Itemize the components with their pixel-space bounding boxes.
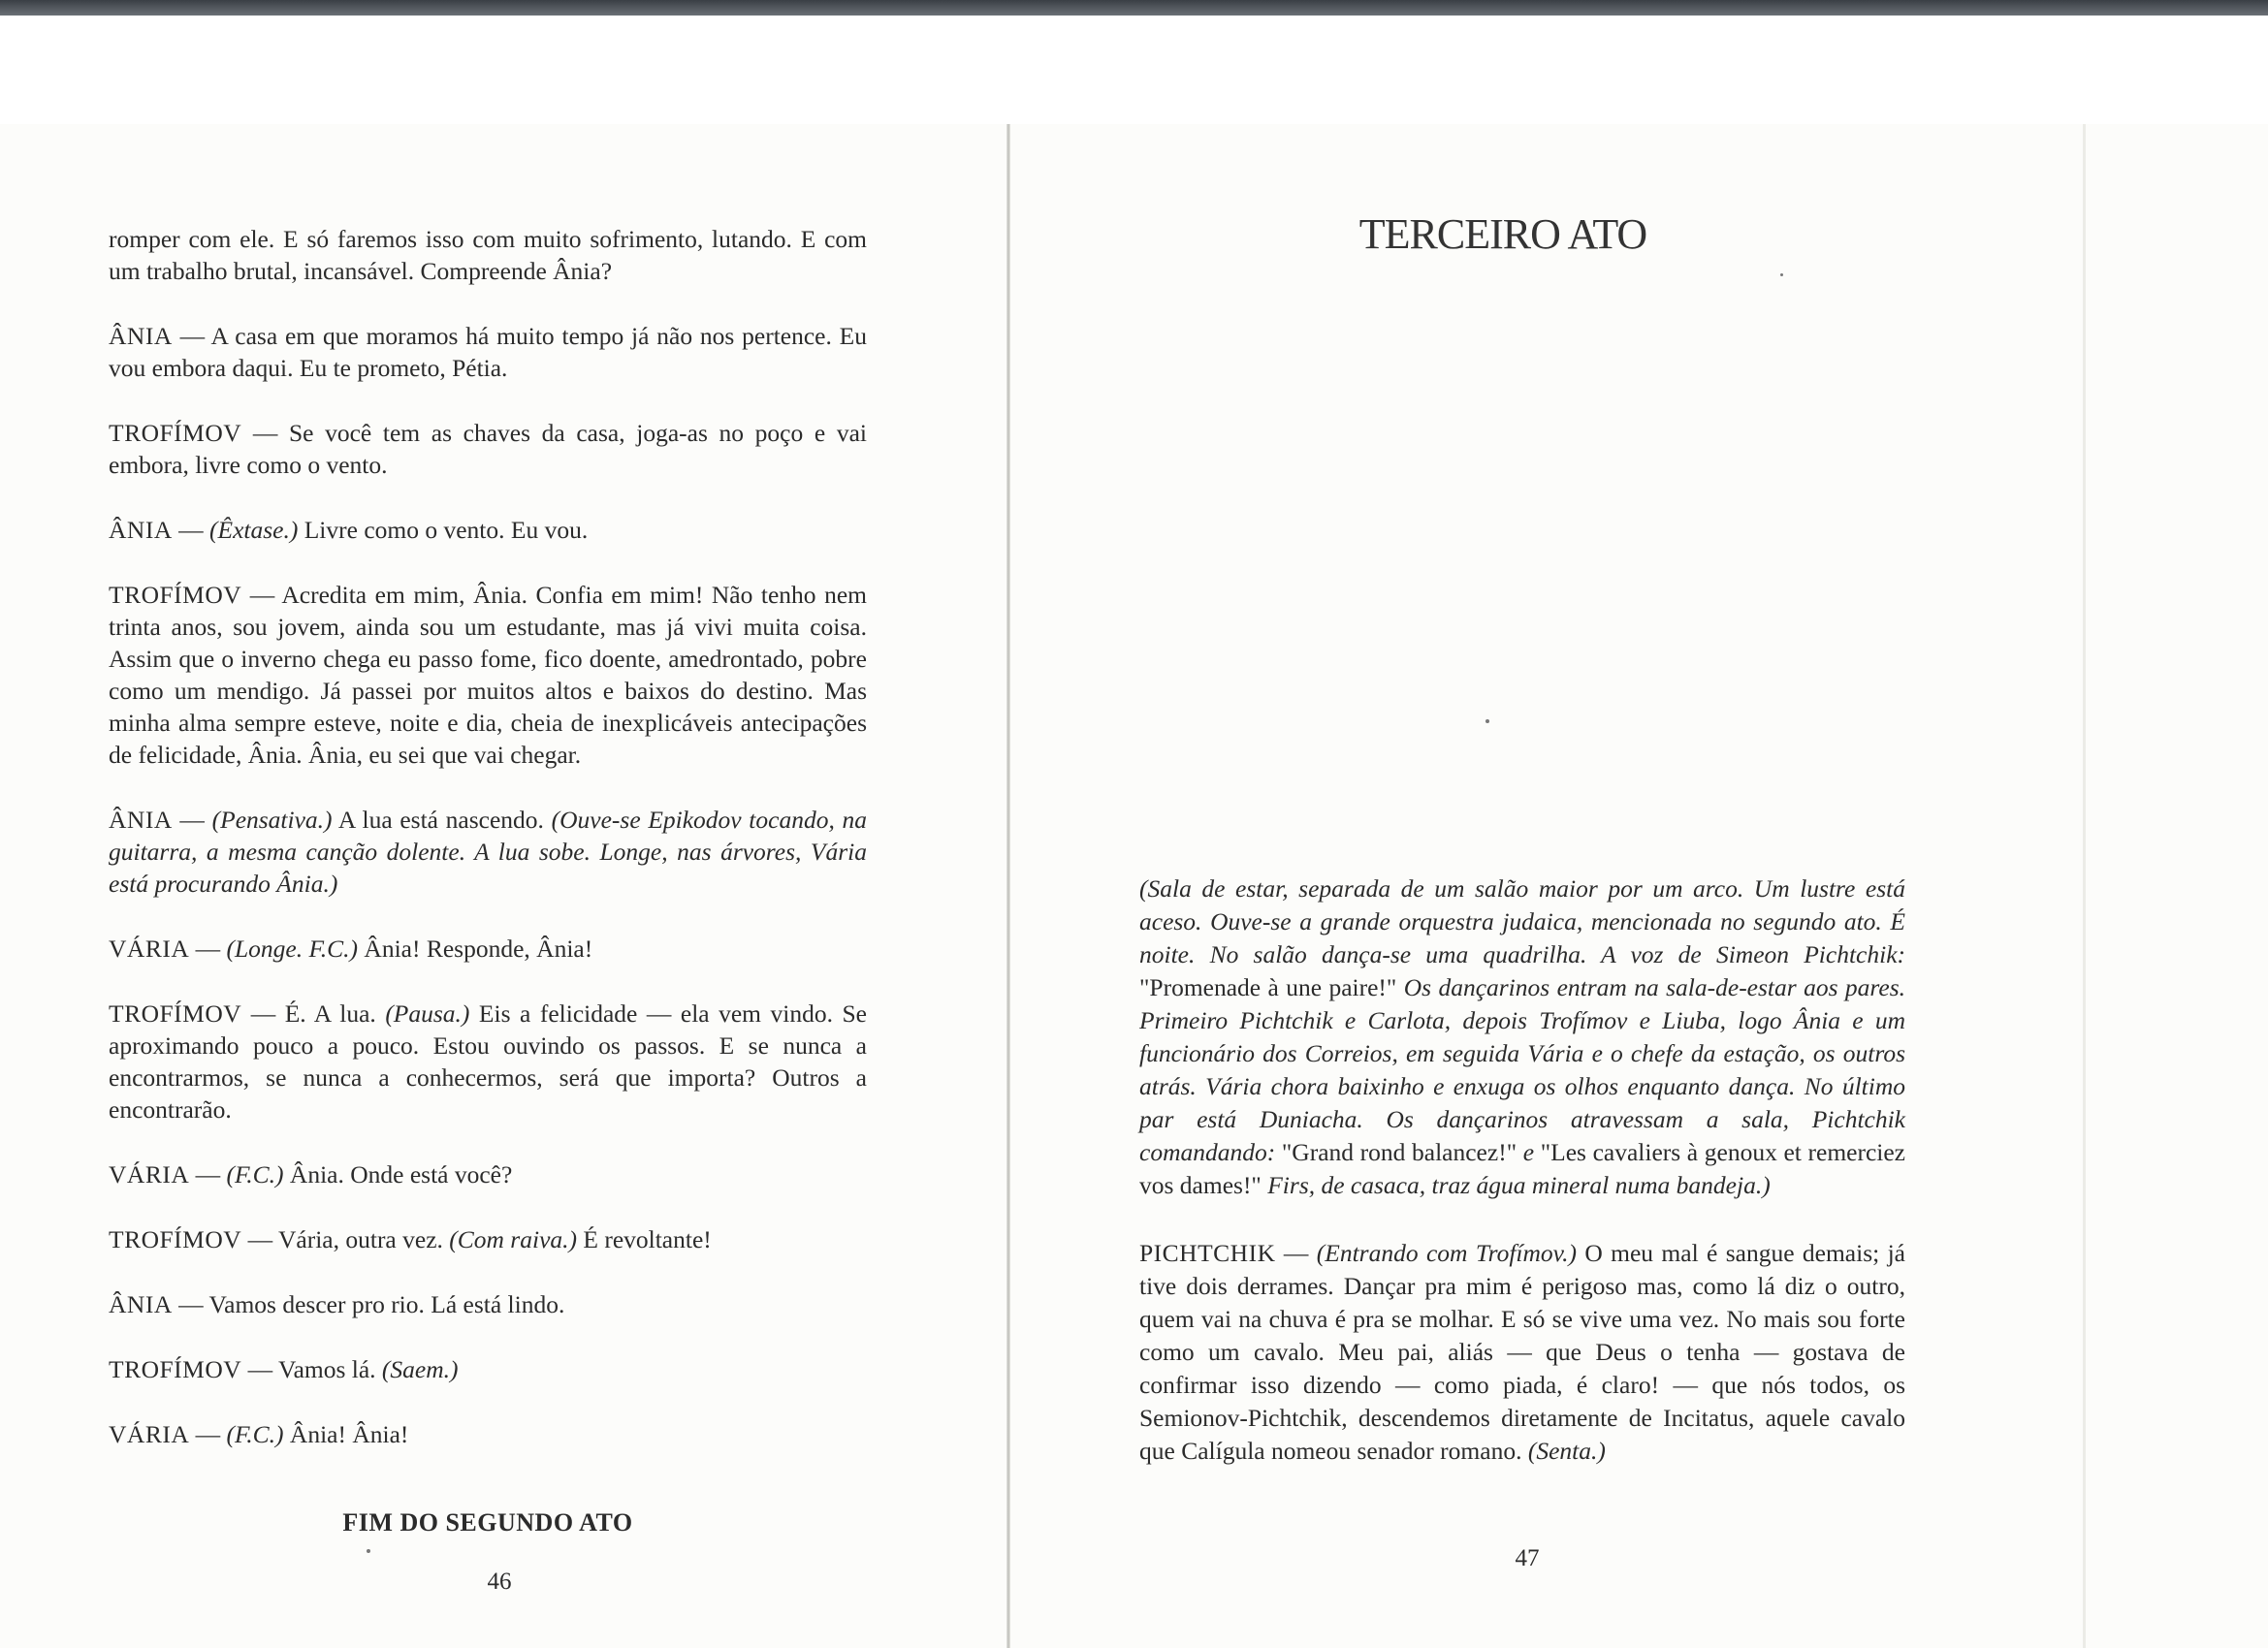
dialogue-text: — [189,935,227,963]
paragraph [109,320,867,384]
scan-margin [0,16,2268,124]
dialogue-text: Livre como o vento. Eu vou. [298,516,589,544]
dialogue-text: É revoltante! [577,1225,712,1253]
speaker-name: ÂNIA [109,322,173,350]
stage-direction: (Êxtase.) [209,516,299,544]
dialogue-text: — Vamos lá. [241,1355,382,1383]
speaker-name: TROFÍMOV [109,999,242,1028]
dialogue-text: — [1275,1239,1317,1267]
book-gutter [1006,124,1010,1648]
speaker-name: PICHTCHIK [1139,1239,1276,1267]
speaker-name: TROFÍMOV [109,581,242,609]
stage-direction: (Sala de estar, separada de um salão maior por um arco. Um lustre está aceso. Ouve-se a grande orquestra judaica, mencionada no segundo ato. É noite. No salão dança-se uma quadrilha. A voz de Simeon Pichtchik: [1139,874,1905,968]
scan-speck [1780,273,1783,276]
end-of-act-title: FIM DO SEGUNDO ATO [342,1508,633,1537]
paragraph [109,1158,867,1190]
stage-direction: (F.C.) [226,1160,284,1188]
paragraph [109,933,867,965]
dialogue-text: — A casa em que moramos há muito tempo já não nos pertence. Eu vou embora daqui. Eu te prometo, Pétia. [109,322,867,382]
stage-direction: Os dançarinos entram na sala-de-estar aos pares. Primeiro Pichtchik e Carlota, depois Trofímov e Liuba, logo Ânia e um funcionário dos Correios, em seguida Vária e o chefe da estação, os outros atrás. Vária chora baixinho e enxuga os olhos enquanto dança. No último par está Duniacha. Os dançarinos atravessam a sala, Pichtchik comandando: [1139,973,1905,1166]
dialogue-text: — Vamos descer pro rio. Lá está lindo. [172,1290,565,1318]
right-page-text [1139,872,1905,1503]
dialogue-text: Ânia! Ânia! [283,1420,409,1448]
speaker-name: ÂNIA [109,806,173,834]
dialogue-text: "Promenade à une paire!" [1139,973,1397,1001]
dialogue-text: — [189,1160,227,1188]
dialogue-text: romper com ele. E só faremos isso com muito sofrimento, lutando. E com um trabalho brutal, incansável. Compreende Ânia? [109,225,867,285]
stage-direction: (Com raiva.) [449,1225,577,1253]
paragraph [109,998,867,1125]
paragraph [109,1223,867,1255]
scan-speck [367,1549,370,1553]
stage-direction: (Pausa.) [385,999,470,1028]
paragraph [1139,872,1905,1202]
dialogue-text: "Les cavaliers à genoux et remerciez vos dames!" [1139,1138,1905,1199]
dialogue-text: — É. A lua. [241,999,386,1028]
stage-direction: (Saem.) [381,1355,459,1383]
stage-direction: (Longe. F.C.) [226,935,359,963]
dialogue-text: A lua está nascendo. [332,806,552,834]
stage-direction: (Entrando com Trofímov.) [1316,1239,1577,1267]
dialogue-text: — [172,516,209,544]
paragraph [109,417,867,481]
paragraph [109,514,867,546]
speaker-name: ÂNIA [109,1290,173,1318]
speaker-name: VÁRIA [109,1160,190,1188]
dialogue-text: — Se você tem as chaves da casa, joga-as no poço e vai embora, livre como o vento. [109,419,867,479]
dialogue-text: O meu mal é sangue demais; já tive dois derrames. Dançar pra mim é perigoso mas, como lá diz o outro, quem vai na chuva é pra se molhar. E só se vive uma vez. No mais sou forte como um cavalo. Meu pai, aliás — que Deus o tenha — gostava de confirmar isso dizendo — como piada, é claro! — que nós todos, os Semionov-Pichtchik, descendemos diretamente de Incitatus, aquele cavalo que Calígula nomeou senador romano. [1139,1239,1905,1465]
speaker-name: VÁRIA [109,935,190,963]
stage-direction: e [1517,1138,1541,1166]
page-edge-line [2083,124,2086,1648]
stage-direction: (Pensativa.) [211,806,333,834]
page-number-right: 47 [1515,1545,1540,1571]
stage-direction: (Senta.) [1527,1437,1606,1465]
act-title: TERCEIRO ATO [1358,210,1647,258]
dialogue-text: — [189,1420,227,1448]
scan-speck [1485,719,1489,723]
paragraph [109,1353,867,1385]
paragraph [109,1288,867,1320]
left-page-text [109,223,867,1483]
speaker-name: ÂNIA [109,516,173,544]
stage-direction: (F.C.) [226,1420,284,1448]
dialogue-text: — Vária, outra vez. [241,1225,450,1253]
scanner-top-edge [0,0,2268,16]
paragraph [1139,1237,1905,1468]
paragraph [109,1418,867,1450]
dialogue-text: Ânia! Responde, Ânia! [358,935,593,963]
paragraph [109,804,867,900]
dialogue-text: — [172,806,212,834]
paragraph [109,223,867,287]
stage-direction: (Ouve-se Epikodov tocando, na guitarra, a mesma canção dolente. A lua sobe. Longe, nas árvores, Vária está procurando Ânia.) [109,806,868,898]
speaker-name: TROFÍMOV [109,1225,242,1253]
page-number-left: 46 [487,1569,512,1595]
stage-direction: Firs, de casaca, traz água mineral numa bandeja.) [1261,1171,1771,1199]
speaker-name: VÁRIA [109,1420,190,1448]
dialogue-text: "Grand rond balancez!" [1281,1138,1517,1166]
paragraph [109,579,867,771]
speaker-name: TROFÍMOV [109,1355,242,1383]
dialogue-text: Ânia. Onde está você? [283,1160,513,1188]
speaker-name: TROFÍMOV [109,419,242,447]
dialogue-text: Eis a felicidade — ela vem vindo. Se aproximando pouco a pouco. Estou ouvindo os passos. E se nunca a encontrarmos, se nunca a conhecermos, será que importa? Outros a encontrarão. [109,999,867,1124]
dialogue-text: — Acredita em mim, Ânia. Confia em mim! Não tenho nem trinta anos, sou jovem, ainda sou um estudante, mas já vivi muita coisa. Assim que o inverno chega eu passo fome, fico doente, amedrontado, pobre como um mendigo. Já passei por muitos altos e baixos do destino. Mas minha alma sempre esteve, noite e dia, cheia de inexplicáveis antecipações de felicidade, Ânia. Ânia, eu sei que vai chegar. [109,581,867,769]
